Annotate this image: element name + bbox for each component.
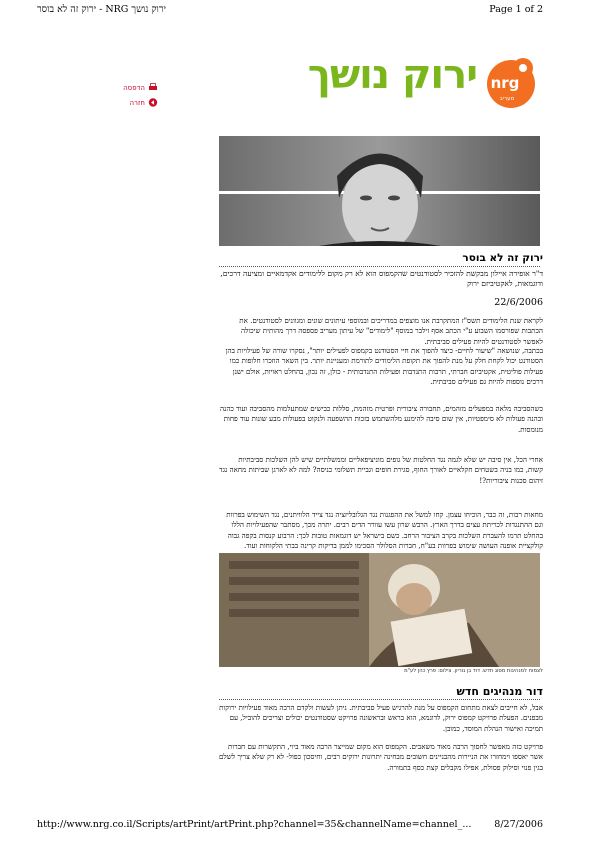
paragraph: לקראת שנת הלימודים תשס"ז המתקרבת אנו מוצפים במדריכים ובמוספי עיתונים שונים ומגוונים לסטודנטים. את הכתבות שפורסמו השבוע ע"י הכתב אסף זילבר במוסף "לימודים" של עיתון מעריב פספסה דרך מהותית שיכולה לאפשר לסטודנטים להיות פעילים סביבתית.: [239, 316, 543, 346]
back-arrow-icon: [148, 98, 158, 107]
print-footer-url: http://www.nrg.co.il/Scripts/artPrint/artPrint.php?channel=35&channelName=channel_...: [37, 819, 472, 830]
print-links: [108, 83, 158, 113]
print-footer-date: 8/27/2006: [494, 819, 543, 830]
print-page-number: Page 1 of 2: [489, 4, 543, 15]
photo-caption: לצמוח למנהיגות מסוג חדש. דוד בן גוריון. צילום: פרץ כהן לע"מ: [404, 668, 543, 674]
section-divider: [219, 699, 540, 700]
back-link[interactable]: [108, 98, 158, 107]
article-subtitle: ד"ר אופירה איילון מבקשת להזכיר לסטודנטים שהקמפוס הוא לא רק מקום ללימודים אקדמאיים ומציעה דרכים, ודוגמאות, לאקטיביזם ירוק: [220, 269, 543, 288]
logo-text: nrg: [490, 74, 520, 92]
paragraph: בכתבה, שנושאה "שיעור לחיים- כיצד להפוך את חיי הסטודנט בקמפוס לפעילים יותר", נסקרו שורה של פעילויות בהן הסטודנט יכול לקחת חלק על מנת להפוך את תקופת הלימודים לתורמת ומעניינת יותר. בין השאר הוזכרו חלופות כמו פעילות פוליטית, אקטיביזם חברתי, תרבות התנדבות ופעילות התנדבותית - כולן, זה נכון, בהחלט ראויות, אולם ישנן דרכים נוספות להיות גם פעילים סביבתית.: [225, 346, 543, 387]
paragraph: כשהסביבה מלאה במפעלים מזהמים, תחבורה ציבורית ופרטית מזהמת, סללות כבישים שמתעלמות מהסביבה ועוד כהנה וכהנה פעולות לא סימפטיות, אין שום סיבה להימנע מלהשתמש בזכות ההשפעה ולנקוט בפעולות מבע שונות עוד פחות מנומסות.: [219, 404, 543, 434]
paragraph: אחרי הכל, אין סיבה יש שלא לגמה נגד החלטות של גופים מוניציפאליים וממשלתיים שיש להן השלכות סביבתיות קשות, כמו בניה בשטחים חקלאיים לאורך החוף, סגירת חופים וגביית תשלומי כניסה? למה לא לארגן שביתות מחאה נגד זיהום סכנות ציבוריות?!: [219, 455, 543, 485]
paragraph: אבל, לא חייבים לצאת מתחום הקמפוס על מנת להרגיש פעיל סביבתית. ניתן לעשות ולקדם הרבה מאוד פעילויות ירוקות מבפנים. הפעלת פרויקט קמפוס ירוק, לדוגמא, הוא בראש ובראשונה פרויקט שסטודנטים יכולים וצריכים להוביל, עם תמיכה ואישור הנהלת המוסד, כמובן.: [219, 703, 543, 733]
paragraph: מחאות רבות, זה כבר, הוכיחו עצמן. קחו למשל את ההפגנות נגד הגלובליזציה נגד צייד הלוויתנים, נגד השימוש בפרוות וגם ההתנגדות לכריתת עצים בדרך הארץ. הרבש שרון עשו עוורר הדים רבים. יתרה מכך, מסתבר שהפעילויות הללו בהחלט תרמו להעברת השלכות בקרב הציבור הרחב. כשם בישראל יש דוגמאות טובות לכך: הרבוע קנסות בקפה גבוה קולקציית אופנה העושה שימוש בפרוות בע"ח, חברות הסלולר הסכימו לממן בדיקות קרינה בבתי הלקוחות ועוד.: [226, 510, 543, 551]
author-photo: [219, 136, 540, 246]
back-link-label: חזרה: [129, 98, 145, 107]
site-title: ירוק נושך: [307, 52, 477, 98]
article-title: ירוק זה לא בוסר: [462, 252, 543, 264]
printer-icon: [148, 83, 158, 92]
print-link-label: הדפסה: [123, 83, 145, 92]
title-divider: [219, 266, 540, 267]
section-heading: דור מנהיגים חדש: [456, 685, 543, 698]
nrg-logo: [483, 54, 543, 110]
reading-man-image: [219, 553, 540, 667]
logo-subtext: מעריב: [499, 96, 515, 102]
print-header-title: ירוק נושך NRG - ירוק זה לא בוסר: [37, 4, 167, 15]
author-portrait-image: [219, 136, 540, 246]
article-date: 22/6/2006: [494, 297, 543, 308]
ben-gurion-photo: [219, 553, 540, 667]
paragraph: פרויקט כזה מאפשר לחסוך הרבה מאוד משאבים. הקמפוס הוא מקום שמייצר הרבה מאוד ביוי, התקשרות עם חברות אשר יאספו וימחזרו את הניירות מהבניינים חשובים מבחינה יתרונות ירוקים רבים, וחיסכון כפול- לא רק שלא צריך לשלם בגין פנוי וסילוק פסולת, אפילו מקבלים קצת כסף בתמורה.: [218, 742, 543, 772]
print-link[interactable]: [108, 83, 158, 92]
